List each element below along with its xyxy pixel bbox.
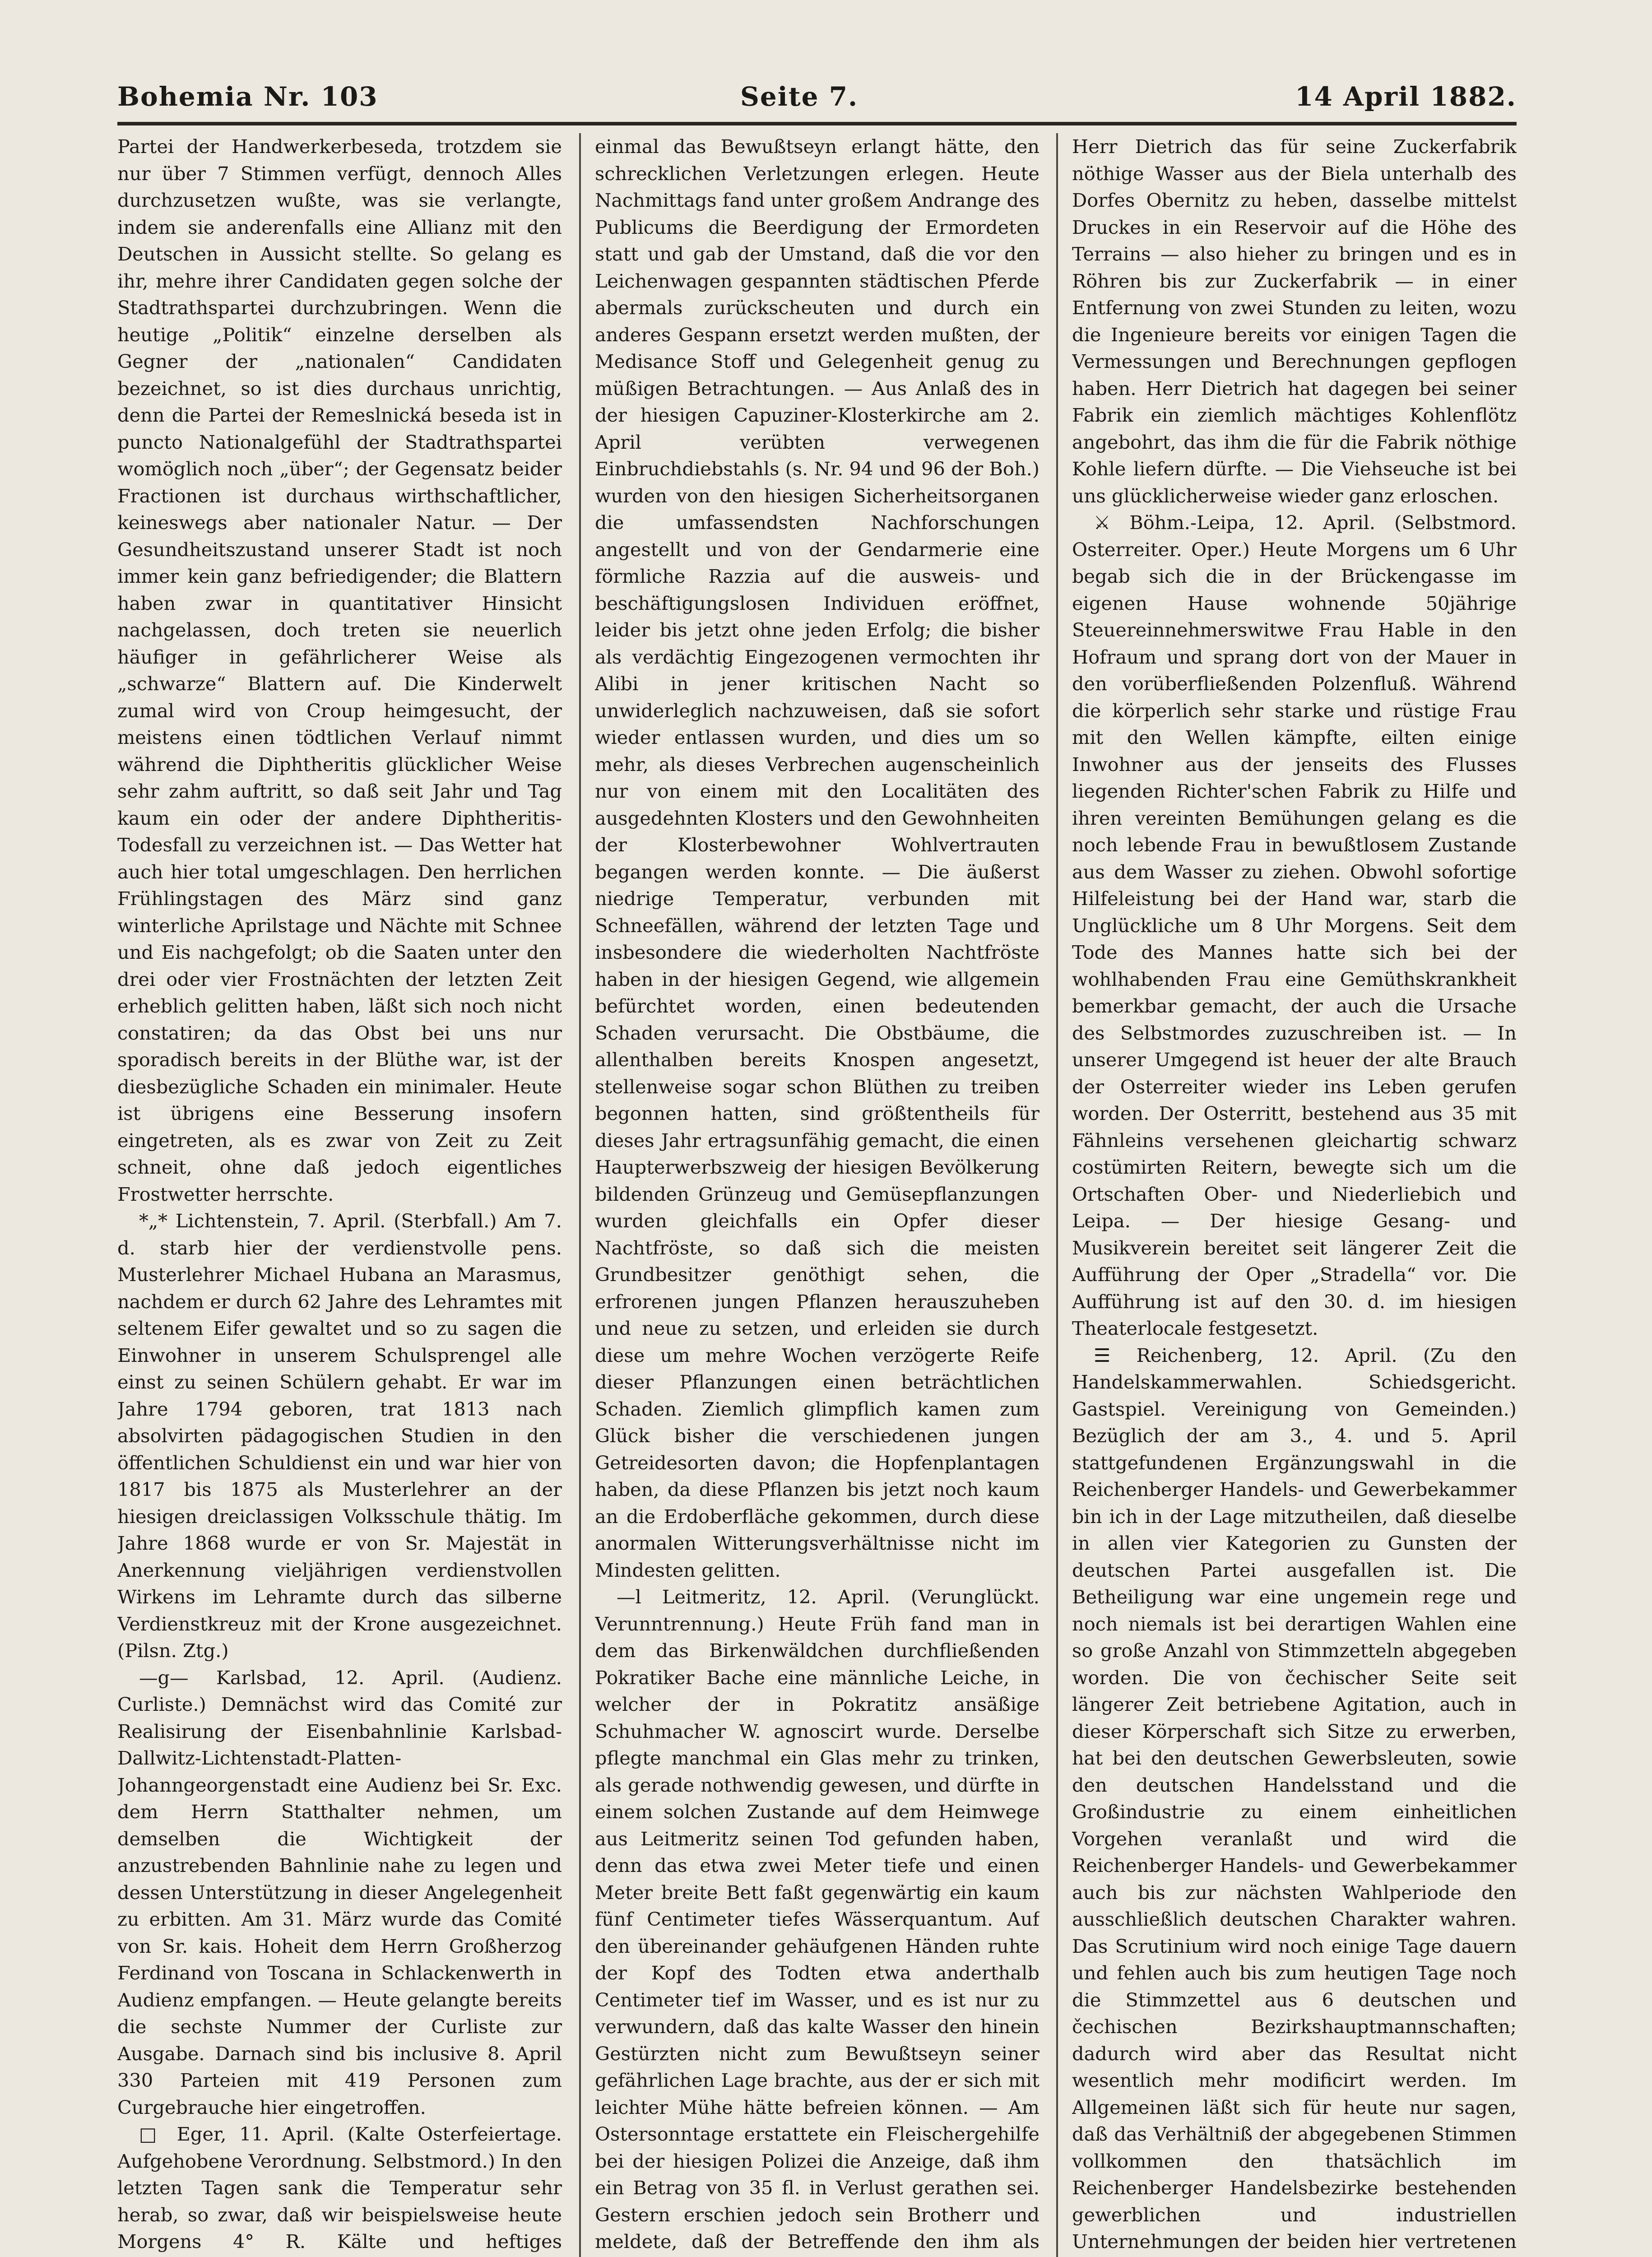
article-paragraph: einmal das Bewußtseyn erlangt hätte, den schrecklichen Verletzungen erlegen. Heute Nachmittags fand unter großem Andrange des Publicums die Beerdigung der Ermordeten statt und gab der Umstand, daß die vor den Leichenwagen gespannten städtischen Pferde abermals zurückscheuten und durch ein anderes Gespann ersetzt werden mußten, der Medisance Stoff und Gelegenheit genug zu müßigen Betrachtungen. — Aus Anlaß des in der hiesigen Capuziner-Klosterkirche am 2. April verübten verwegenen Einbruchdiebstahls (s. Nr. 94 und 96 der Boh.) wurden von den hiesigen Sicherheitsorganen die umfassendsten Nachforschungen angestellt und von der Gendarmerie eine förmliche Razzia auf die ausweis- und beschäftigungslosen Individuen eröffnet, leider bis jetzt ohne jeden Erfolg; die bisher als verdächtig Eingezogenen vermochten ihr Alibi in jener kritischen Nacht so unwiderleglich nachzuweisen, daß sie sofort wieder entlassen wurden, und dies um so mehr, als dieses Verbrechen augenscheinlich nur von einem mit den Localitäten des ausgedehnten Klosters und den Gewohnheiten der Klosterbewohner Wohlvertrauten begangen werden konnte. — Die äußerst niedrige Temperatur, verbunden mit Schneefällen, während der letzten Tage und insbesondere die wiederholten Nachtfröste haben in der hiesigen Gegend, wie allgemein befürchtet worden, einen bedeutenden Schaden verursacht. Die Obstbäume, die allenthalben bereits Knospen angesetzt, stellenweise sogar schon Blüthen zu treiben begonnen hatten, sind größtentheils für dieses Jahr ertragsunfähig gemacht, die einen Haupterwerbszweig der hiesigen Bevölkerung bildenden Grünzeug und Gemüsepflanzungen wurden gleichfalls ein Opfer dieser Nachtfröste, so daß sich die meisten Grundbesitzer genöthigt sehen, die erfrorenen jungen Pflanzen herauszuheben und neue zu setzen, und erleiden sie durch diese um mehre Wochen verzögerte Reife dieser Pflanzungen einen beträchtlichen Schaden. Ziemlich glimpflich kamen zum Glück bisher die verschiedenen jungen Getreidesorten davon; die Hopfenplantagen haben, da diese Pflanzen bis jetzt noch kaum an die Erdoberfläche gekommen, durch diese anormalen Witterungsverhältnisse nicht im Mindesten gelitten. [595,135,1039,1581]
column-3 [1072,133,1517,2257]
article-columns [117,133,1517,2257]
page-number: Seite 7. [740,81,858,112]
newspaper-title-issue: Bohemia Nr. 103 [117,81,378,112]
article-paragraph: Herr Dietrich das für seine Zuckerfabrik nöthige Wasser aus der Biela unterhalb des Dorfes Obernitz zu heben, dasselbe mittelst Druckes in ein Reservoir auf die Höhe des Terrains — also hieher zu bringen und es in Röhren bis zur Zuckerfabrik — in einer Entfernung von zwei Stunden zu leiten, wozu die Ingenieure bereits vor einigen Tagen die Vermessungen und Berechnungen gepflogen haben. Herr Dietrich hat dagegen bei seiner Fabrik ein ziemlich mächtiges Kohlenflötz angebohrt, das ihm die für die Fabrik nöthige Kohle liefern dürfte. — Die Viehseuche ist bei uns glücklicherweise wieder ganz erloschen. [1072,135,1517,507]
article-paragraph: ⚔ Böhm.-Leipa, 12. April. (Selbstmord. Osterreiter. Oper.) Heute Morgens um 6 Uhr begab sich die in der Brückengasse im eigenen Hause wohnende 50jährige Steuereinnehmerswitwe Frau Hable in den Hofraum und sprang dort von der Mauer in den vorüberfließenden Polzenfluß. Während die körperlich sehr starke und rüstige Frau mit den Wellen kämpfte, eilten einige Inwohner aus der jenseits des Flusses liegenden Richter'schen Fabrik zu Hilfe und ihren vereinten Bemühungen gelang es die noch lebende Frau in bewußtlosem Zustande aus dem Wasser zu ziehen. Obwohl sofortige Hilfeleistung bei der Hand war, starb die Unglückliche um 8 Uhr Morgens. Seit dem Tode des Mannes hatte sich bei der wohlhabenden Frau eine Gemüthskrankheit bemerkbar gemacht, der auch die Ursache des Selbstmordes zuzuschreiben ist. — In unserer Umgegend ist heuer der alte Brauch der Osterreiter wieder ins Leben gerufen worden. Der Osterritt, bestehend aus 35 mit Fähnleins versehenen gleichartig schwarz costümirten Reitern, bewegte sich um die Ortschaften Ober- und Niederliebich und Leipa. — Der hiesige Gesang- und Musikverein bereitet seit längerer Zeit die Aufführung der Oper „Stradella“ vor. Die Aufführung ist auf den 30. d. im hiesigen Theaterlocale festgesetzt. [1072,511,1517,1339]
column-2 [595,133,1039,2257]
article-paragraph: Partei der Handwerkerbeseda, trotzdem sie nur über 7 Stimmen verfügt, dennoch Alles durchzusetzen wußte, was sie verlangte, indem sie anderenfalls eine Allianz mit den Deutschen in Aussicht stellte. So gelang es ihr, mehre ihrer Candidaten gegen solche der Stadtrathspartei durchzubringen. Wenn die heutige „Politik“ einzelne derselben als Gegner der „nationalen“ Candidaten bezeichnet, so ist dies durchaus unrichtig, denn die Partei der Remeslnická beseda ist in puncto Nationalgefühl der Stadtrathspartei womöglich noch „über“; der Gegensatz beider Fractionen ist durchaus wirthschaftlicher, keineswegs aber nationaler Natur. — Der Gesundheitszustand unserer Stadt ist noch immer kein ganz befriedigender; die Blattern haben zwar in quantitativer Hinsicht nachgelassen, doch treten sie neuerlich häufiger in gefährlicherer Weise als „schwarze“ Blattern auf. Die Kinderwelt zumal wird von Croup heimgesucht, der meistens einen tödtlichen Verlauf nimmt während die Diphtheritis glücklicher Weise sehr zahm auftritt, so daß seit Jahr und Tag kaum ein oder der andere Diphtheritis-Todesfall zu verzeichnen ist. — Das Wetter hat auch hier total umgeschlagen. Den herrlichen Frühlingstagen des März sind ganz winterliche Aprilstage und Nächte mit Schnee und Eis nachgefolgt; ob die Saaten unter den drei oder vier Frostnächten der letzten Zeit erheblich gelitten haben, läßt sich noch nicht constatiren; da das Obst bei uns nur sporadisch bereits in der Blüthe war, ist der diesbezügliche Schaden ein minimaler. Heute ist übrigens eine Besserung insofern eingetreten, als es zwar von Zeit zu Zeit schneit, ohne daß jedoch eigentliches Frostwetter herrschte. [117,135,562,1205]
article-paragraph: ☰ Reichenberg, 12. April. (Zu den Handelskammerwahlen. Schiedsgericht. Gastspiel. Vereinigung von Gemeinden.) Bezüglich der am 3., 4. und 5. April stattgefundenen Ergänzungswahl in die Reichenberger Handels- und Gewerbekammer bin ich in der Lage mitzutheilen, daß dieselbe in allen vier Kategorien zu Gunsten der deutschen Partei ausgefallen ist. Die Betheiligung war eine ungemein rege und noch niemals ist bei derartigen Wahlen eine so große Anzahl von Stimmzetteln abgegeben worden. Die von čechischer Seite seit längerer Zeit betriebene Agitation, auch in dieser Körperschaft sich Sitze zu erwerben, hat bei den deutschen Gewerbsleuten, sowie den deutschen Handelsstand und die Großindustrie zu einem einheitlichen Vorgehen veranlaßt und wird die Reichenberger Handels- und Gewerbekammer auch bis zur nächsten Wahlperiode den ausschließlich deutschen Charakter wahren. Das Scrutinium wird noch einige Tage dauern und fehlen auch bis zum heutigen Tage noch die Stimmzettel aus 6 deutschen und čechischen Bezirkshauptmannschaften; dadurch wird aber das Resultat nicht wesentlich mehr modificirt werden. Im Allgemeinen läßt sich für heute nur sagen, daß das Verhältniß der abgegebenen Stimmen vollkommen den thatsächlich im Reichenberger Handelsbezirke bestehenden gewerblichen und industriellen Unternehmungen der beiden hier vertretenen [1072,1344,1517,2252]
column-divider [579,133,581,2257]
article-paragraph: —l Leitmeritz, 12. April. (Verunglückt. Verunntrennung.) Heute Früh fand man in dem das Birkenwäldchen durchfließenden Pokratiker Bache eine männliche Leiche, in welcher der in Pokratitz ansäßige Schuhmacher W. agnoscirt wurde. Derselbe pflegte manchmal ein Glas mehr zu trinken, als gerade nothwendig gewesen, und dürfte in einem solchen Zustande auf dem Heimwege aus Leitmeritz seinen Tod gefunden haben, denn das etwa zwei Meter tiefe und einen Meter breite Bett faßt gegenwärtig ein kaum fünf Centimeter tiefes Wässerquantum. Auf den übereinander gehäufgenen Händen ruhte der Kopf des Todten etwa anderthalb Centimeter tief im Wasser, und es ist nur zu verwundern, daß das kalte Wasser den hinein Gestürzten nicht zum Bewußtseyn seiner gefährlichen Lage brachte, aus der er sich mit leichter Mühe hätte befreien können. — Am Ostersonntage erstattete ein Fleischergehilfe bei der hiesigen Polizei die Anzeige, daß ihm ein Betrag von 35 fl. in Verlust gerathen sei. Gestern erschien jedoch sein Brotherr und meldete, daß der Betreffende den ihm als [595,1586,1039,2252]
issue-date: 14 April 1882. [1295,81,1517,112]
column-divider [1056,133,1058,2257]
column-1 [117,133,562,2257]
article-paragraph: —g— Karlsbad, 12. April. (Audienz. Curliste.) Demnächst wird das Comité zur Realisirung der Eisenbahnlinie Karlsbad-Dallwitz-Lichtenstadt-Platten-Johanngeorgenstadt eine Audienz bei Sr. Exc. dem Herrn Statthalter nehmen, um demselben die Wichtigkeit der anzustrebenden Bahnlinie nahe zu legen und dessen Unterstützung in dieser Angelegenheit zu erbitten. Am 31. März wurde das Comité von Sr. kais. Hoheit dem Herrn Großherzog Ferdinand von Toscana in Schlackenwerth in Audienz empfangen. — Heute gelangte bereits die sechste Nummer der Curliste zur Ausgabe. Darnach sind bis inclusive 8. April 330 Parteien mit 419 Personen zum Curgebrauche hier eingetroffen. [117,1666,562,2118]
page-header [117,77,1517,125]
article-paragraph: □ Eger, 11. April. (Kalte Osterfeiertage. Aufgehobene Verordnung. Selbstmord.) In den letzten Tagen sank die Temperatur sehr herab, so zwar, daß wir beispielsweise heute Morgens 4° R. Kälte und heftiges [117,2123,562,2252]
article-paragraph: *„* Lichtenstein, 7. April. (Sterbfall.) Am 7. d. starb hier der verdienstvolle pens. Musterlehrer Michael Hubana an Marasmus, nachdem er durch 62 Jahre des Lehramtes mit seltenem Eifer gewaltet und so zu sagen die Einwohner in unserem Schulsprengel alle einst zu seinen Schülern gehabt. Er war im Jahre 1794 geboren, trat 1813 nach absolvirten pädagogischen Studien in den öffentlichen Schuldienst ein und war hier von 1817 bis 1875 als Musterlehrer an der hiesigen dreiclassigen Volksschule thätig. Im Jahre 1868 wurde er von Sr. Majestät in Anerkennung vieljährigen verdienstvollen Wirkens im Lehramte durch das silberne Verdienstkreuz mit der Krone ausgezeichnet. (Pilsn. Ztg.) [117,1210,562,1662]
